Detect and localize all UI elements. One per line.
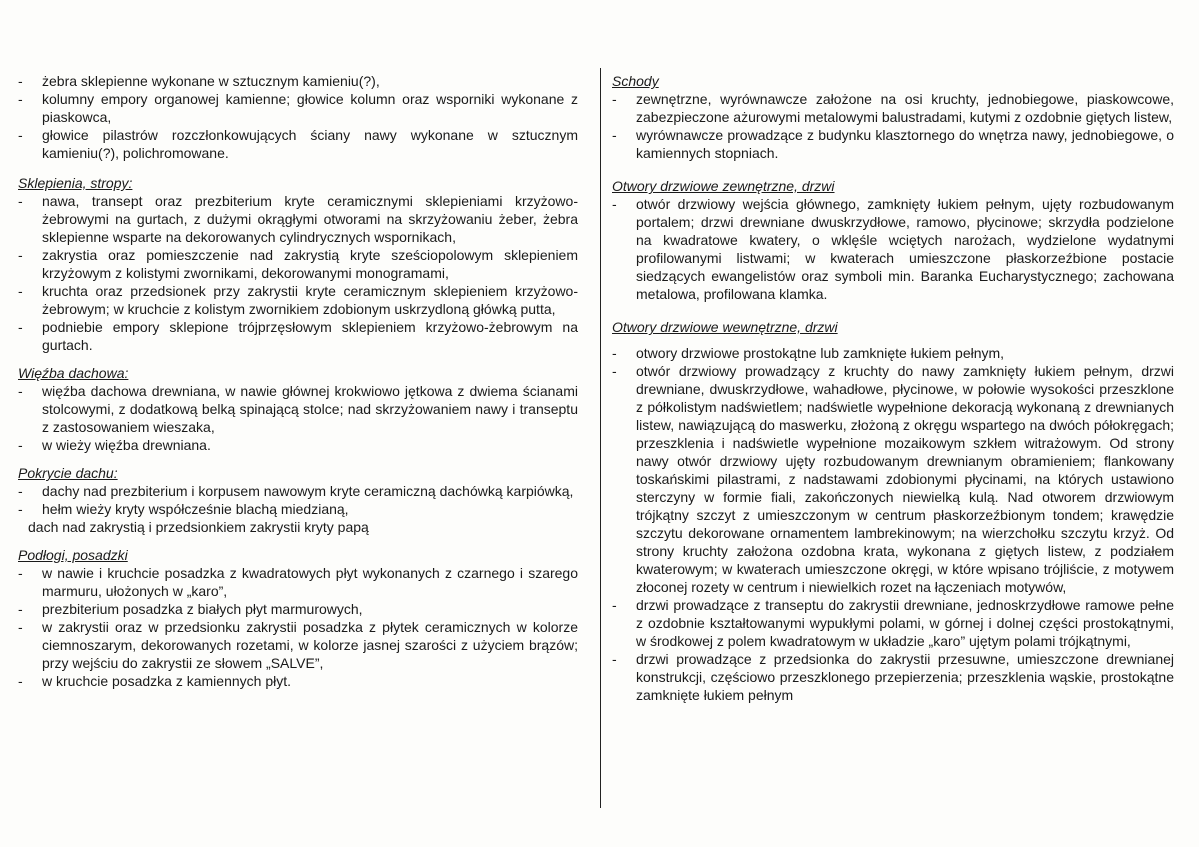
dash-bullet: - xyxy=(18,619,23,635)
dash-bullet: - xyxy=(18,673,23,689)
dash-bullet: - xyxy=(18,91,23,107)
dash-bullet: - xyxy=(18,383,23,399)
dash-bullet: - xyxy=(18,283,23,299)
section-heading: Podłogi, posadzki xyxy=(18,547,128,563)
section-heading: Schody xyxy=(612,73,659,89)
dash-bullet: - xyxy=(18,565,23,581)
section-otwory-wewnetrzne xyxy=(612,318,1174,704)
list-item xyxy=(18,246,578,282)
item-text: otwór drzwiowy wejścia głównego, zamknięty łukiem pełnym, ujęty rozbudowanym portalem; drzwi drewniane dwuskrzydłowe, ramowo, płycinowe; skrzydła podzielone na kwadratowe kwatery, o wklęśle wciętych narożach, wydzielone wydatnymi profilowanymi listwami; w kwaterach umieszczone płaskorzeźbione postacie siedzących ewangelistów oraz symboli min. Baranka Eucharystycznego; zachowana metalowa, profilowana klamka. xyxy=(636,196,1174,302)
list-item xyxy=(18,618,578,672)
list-item xyxy=(18,72,578,90)
item-text: otwory drzwiowe prostokątne lub zamknięte łukiem pełnym, xyxy=(636,345,1005,361)
item-text: zakrystia oraz pomieszczenie nad zakrystią kryte sześciopolowym sklepieniem krzyżowym z kolistymi zwornikami, dekorowanymi monogramami, xyxy=(42,247,578,281)
section-schody xyxy=(612,72,1174,162)
section-wiezba xyxy=(18,364,578,454)
section-heading: Otwory drzwiowe zewnętrzne, drzwi xyxy=(612,178,835,194)
list-item xyxy=(18,90,578,126)
item-text: podniebie empory sklepione trójprzęsłowym sklepieniem krzyżowo-żebrowym na gurtach. xyxy=(42,319,578,353)
dash-bullet: - xyxy=(18,73,23,89)
left-column xyxy=(18,72,578,690)
list-item xyxy=(18,126,578,162)
item-text: w kruchcie posadzka z kamiennych płyt. xyxy=(42,673,291,689)
dash-bullet: - xyxy=(612,127,617,143)
list-item xyxy=(612,362,1174,596)
dash-bullet: - xyxy=(18,601,23,617)
dash-bullet: - xyxy=(612,91,617,107)
list-item xyxy=(612,596,1174,650)
list-item xyxy=(18,500,578,518)
list-item xyxy=(18,436,578,454)
dash-bullet: - xyxy=(18,127,23,143)
item-text: wyrównawcze prowadzące z budynku klasztornego do wnętrza nawy, jednobiegowe, o kamiennych stopniach. xyxy=(636,127,1174,161)
item-text: w zakrystii oraz w przedsionku zakrystii posadzka z płytek ceramicznych w kolorze ciemnoszarym, dekorowanych rozetami, w kolorze jasnej szarości z użyciem brązów; przy wejściu do zakrystii ze słowem „SALVE”, xyxy=(42,619,578,671)
dash-bullet: - xyxy=(18,319,23,335)
list-item xyxy=(18,318,578,354)
dash-bullet: - xyxy=(18,437,23,453)
section-heading: Sklepienia, stropy: xyxy=(18,175,133,191)
dash-bullet: - xyxy=(612,345,617,361)
section-heading: Więźba dachowa: xyxy=(18,365,129,381)
item-text: w nawie i kruchcie posadzka z kwadratowych płyt wykonanych z czarnego i szarego marmuru, ułożonych w „karo”, xyxy=(42,565,578,599)
list-item xyxy=(612,344,1174,362)
dash-bullet: - xyxy=(612,363,617,379)
item-text: otwór drzwiowy prowadzący z kruchty do nawy zamknięty łukiem pełnym, drzwi drewniane, dwuskrzydłowe, wahadłowe, płycinowe, w połowie wysokości przeszklone z półkolistym nadświetlem; nadświetle wypełnione dekoracją wykonaną z drewnianych listew, nawiązującą do maswerku, złożoną z okręgu wspartego na dwóch półokręgach; przeszklenia i nadświetle wypełnione mozaikowym szkłem witrażowym. Od strony nawy otwór drzwiowy ujęty rozbudowanym drewnianym obramieniem; flankowany toskańskimi pilastrami, z nadstawami zdobionymi płycinami, na których ustawiono sterczyny w formie fiali, zakończonych niewielką kulą. Nad otworem drzwiowym trójkątny szczyt z umieszczonym w centrum płaskorzeźbionym tondem; krawędzie szczytu dekorowane ornamentem lambrekinowym; na wierzchołku szczytu krzyż. Od strony kruchty założona ozdobna krata, wykonana z giętych listew, z podziałem kwaterowym; w kwaterach umieszczone okręgi, w które wpisano trójliście, z motywem złoconej rozety w centrum i niewielkich rozet na łączeniach motywów, xyxy=(636,363,1174,595)
dash-bullet: - xyxy=(18,247,23,263)
list-item xyxy=(612,90,1174,126)
section-heading: Pokrycie dachu: xyxy=(18,465,118,481)
section-pokrycie xyxy=(18,464,578,536)
item-text: drzwi prowadzące z transeptu do zakrystii drewniane, jednoskrzydłowe ramowe pełne z ozdobnie kształtowanymi wypukłymi polami, w górnej i dolnej części prostokątnymi, w środkowej z polem kwadratowym w układzie „karo” ujętym polami trójkątnymi, xyxy=(636,597,1174,649)
item-text: w wieży więźba drewniana. xyxy=(42,437,211,453)
item-text: głowice pilastrów rozczłonkowujących ściany nawy wykonane w sztucznym kamieniu(?), polichromowane. xyxy=(42,127,578,161)
dash-bullet: - xyxy=(18,501,23,517)
item-text: zewnętrzne, wyrównawcze założone na osi kruchty, jednobiegowe, piaskowcowe, zabezpieczone ażurowymi metalowymi balustradami, kutymi z ozdobnie giętych listew, xyxy=(636,91,1174,125)
list-item xyxy=(18,482,578,500)
item-text: kruchta oraz przedsionek przy zakrystii kryte ceramicznym sklepieniem krzyżowo-żebrowym; w kruchcie z kolistym zwornikiem zdobionym uskrzydloną główką putta, xyxy=(42,283,578,317)
item-text: prezbiterium posadzka z białych płyt marmurowych, xyxy=(42,601,363,617)
right-column xyxy=(612,72,1174,704)
dash-bullet: - xyxy=(612,597,617,613)
list-item xyxy=(612,126,1174,162)
item-text: nawa, transept oraz prezbiterium kryte ceramicznymi sklepieniami krzyżowo-żebrowymi na gurtach, z dużymi okrągłymi otworami na skrzyżowaniu żeber, żebra sklepienne wsparte na dekorowanych cylindrycznych wspornikach, xyxy=(42,193,578,245)
intro-list xyxy=(18,72,578,162)
dash-bullet: - xyxy=(18,483,23,499)
list-item xyxy=(612,650,1174,704)
list-item xyxy=(18,382,578,436)
item-text: żebra sklepienne wykonane w sztucznym kamieniu(?), xyxy=(42,73,380,89)
section-sklepienia xyxy=(18,174,578,354)
list-item xyxy=(18,564,578,600)
section-heading: Otwory drzwiowe wewnętrzne, drzwi xyxy=(612,319,838,335)
dash-bullet: - xyxy=(612,196,617,212)
column-divider xyxy=(600,68,601,808)
list-item xyxy=(18,600,578,618)
list-item xyxy=(18,672,578,690)
item-text: hełm wieży kryty współcześnie blachą miedzianą, xyxy=(42,501,349,517)
dash-bullet: - xyxy=(612,651,617,667)
section-otwory-zewnetrzne xyxy=(612,177,1174,303)
item-text: dachy nad prezbiterium i korpusem nawowym kryte ceramiczną dachówką karpiówką, xyxy=(42,483,574,499)
list-item xyxy=(612,195,1174,303)
item-text: kolumny empory organowej kamienne; głowice kolumn oraz wsporniki wykonane z piaskowca, xyxy=(42,91,578,125)
trailing-text: dach nad zakrystią i przedsionkiem zakrystii kryty papą xyxy=(28,519,369,535)
item-text: drzwi prowadzące z przedsionka do zakrystii przesuwne, umieszczone drewnianej konstrukcji, częściowo przeszklonego przepierzenia; przeszklenia wąskie, prostokątne zamknięte łukiem pełnym xyxy=(636,651,1174,703)
list-item xyxy=(18,192,578,246)
list-item xyxy=(18,282,578,318)
section-podlogi xyxy=(18,546,578,690)
dash-bullet: - xyxy=(18,193,23,209)
item-text: więźba dachowa drewniana, w nawie głównej krokwiowo jętkowa z dwiema ścianami stolcowymi, z dodatkową belką spinającą stolce; nad skrzyżowaniem nawy i transeptu z zastosowaniem wieszaka, xyxy=(42,383,578,435)
